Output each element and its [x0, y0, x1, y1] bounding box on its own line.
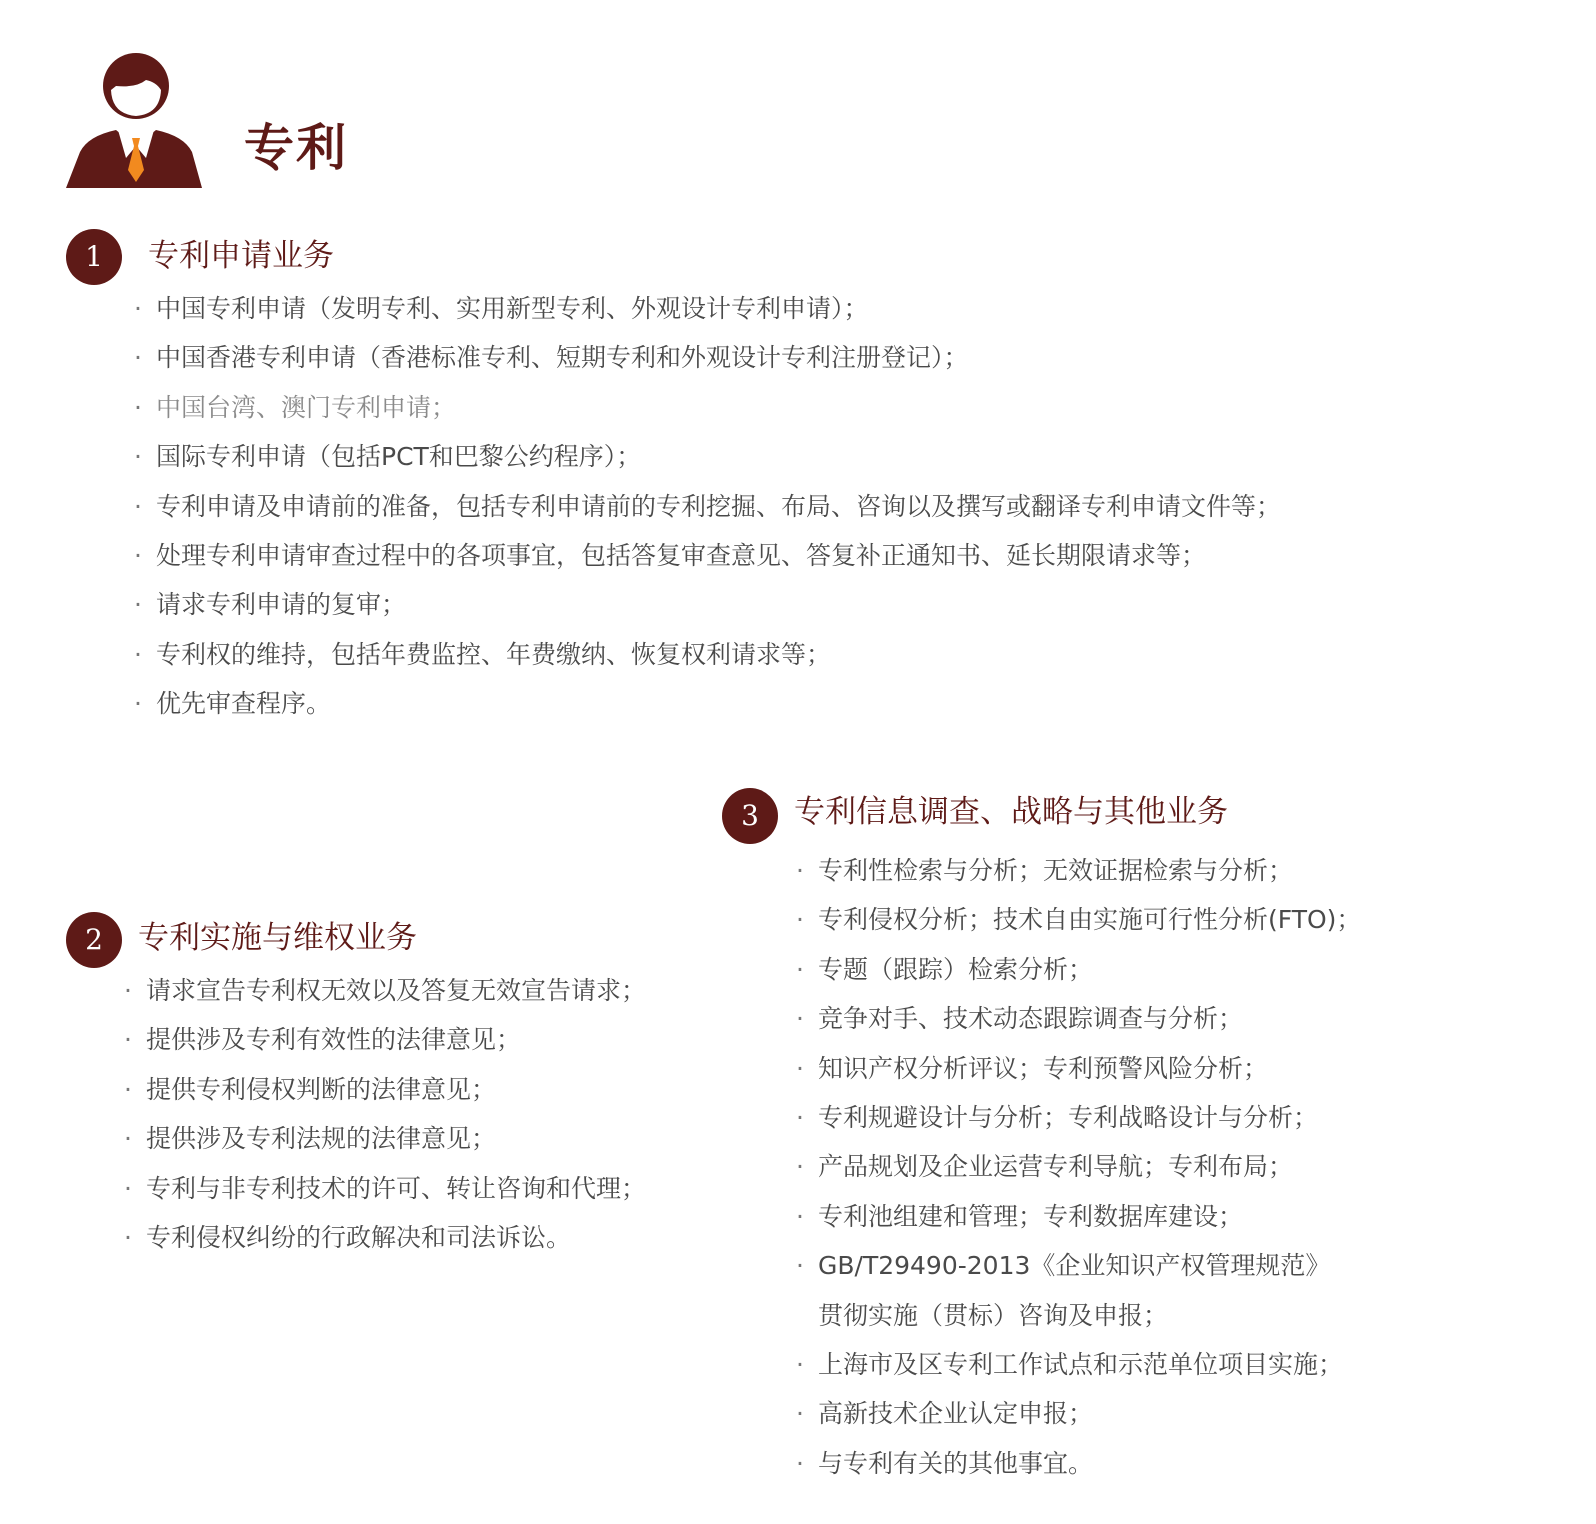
bullet-icon: ·: [134, 590, 142, 620]
list-item: · 提供涉及专利法规的法律意见；: [124, 1114, 646, 1163]
list-item: · 中国台湾、澳门专利申请；: [134, 383, 1281, 432]
list-item: · 提供专利侵权判断的法律意见；: [124, 1065, 646, 1114]
bullet-icon: ·: [796, 905, 804, 935]
list-item: · 产品规划及企业运营专利导航；专利布局；: [796, 1142, 1361, 1191]
bullet-icon: ·: [796, 856, 804, 885]
list-item: · 竞争对手、技术动态跟踪调查与分析；: [796, 994, 1361, 1043]
list-item: · 优先审查程序。: [134, 679, 1281, 728]
section-title: 专利实施与维权业务: [138, 920, 417, 956]
section-number-badge: 3: [722, 788, 778, 844]
bullet-icon: ·: [796, 1004, 804, 1034]
bullet-icon: ·: [796, 1350, 804, 1380]
bullet-icon: ·: [796, 954, 804, 984]
list-item-continuation: 贯彻实施（贯标）咨询及申报；: [818, 1300, 1169, 1330]
section-item-list: [124, 966, 646, 1262]
bullet-icon: ·: [796, 1201, 804, 1231]
list-item: · 知识产权分析评议；专利预警风险分析；: [796, 1044, 1361, 1093]
section-number-badge: 1: [66, 229, 122, 285]
bullet-icon: ·: [124, 1173, 132, 1203]
list-item: · 上海市及区专利工作试点和示范单位项目实施；: [796, 1340, 1361, 1389]
list-item: · GB/T29490-2013《企业知识产权管理规范》 贯彻实施（贯标）咨询及申报；: [796, 1241, 1361, 1340]
bullet-icon: ·: [134, 343, 142, 373]
businessman-avatar-icon: [66, 42, 206, 190]
list-item: · 与专利有关的其他事宜。: [796, 1439, 1361, 1488]
list-item: · 中国香港专利申请（香港标准专利、短期专利和外观设计专利注册登记）；: [134, 333, 1281, 382]
bullet-icon: ·: [124, 1074, 132, 1104]
bullet-icon: ·: [134, 392, 142, 422]
bullet-icon: ·: [796, 1053, 804, 1083]
list-item: · 提供涉及专利有效性的法律意见；: [124, 1015, 646, 1064]
list-item: · 专利申请及申请前的准备，包括专利申请前的专利挖掘、布局、咨询以及撰写或翻译专利申请文件等；: [134, 482, 1281, 531]
bullet-icon: ·: [796, 1448, 804, 1478]
bullet-icon: ·: [124, 976, 132, 1005]
section-item-list: [796, 846, 1361, 1488]
bullet-icon: ·: [124, 1124, 132, 1154]
bullet-icon: ·: [134, 541, 142, 571]
bullet-icon: ·: [124, 1223, 132, 1253]
bullet-icon: ·: [134, 491, 142, 521]
list-item: · 请求宣告专利权无效以及答复无效宣告请求；: [124, 966, 646, 1015]
list-item: · 专题（跟踪）检索分析；: [796, 945, 1361, 994]
list-item: · 专利侵权分析；技术自由实施可行性分析(FTO)；: [796, 895, 1361, 944]
list-item: · 专利规避设计与分析；专利战略设计与分析；: [796, 1093, 1361, 1142]
section-item-list: [134, 284, 1281, 729]
bullet-icon: ·: [796, 1152, 804, 1182]
section-title: 专利信息调查、战略与其他业务: [794, 794, 1228, 830]
bullet-icon: ·: [134, 294, 142, 323]
list-item: · 专利性检索与分析；无效证据检索与分析；: [796, 846, 1361, 895]
bullet-icon: ·: [796, 1251, 804, 1281]
bullet-icon: ·: [134, 442, 142, 472]
list-item: · 专利池组建和管理；专利数据库建设；: [796, 1192, 1361, 1241]
page-title: 专利: [244, 119, 348, 177]
section-number-badge: 2: [66, 912, 122, 968]
bullet-icon: ·: [796, 1103, 804, 1133]
list-item: · 专利侵权纠纷的行政解决和司法诉讼。: [124, 1213, 646, 1262]
list-item: · 高新技术企业认定申报；: [796, 1389, 1361, 1438]
bullet-icon: ·: [134, 689, 142, 719]
list-item: · 专利权的维持，包括年费监控、年费缴纳、恢复权利请求等；: [134, 630, 1281, 679]
bullet-icon: ·: [796, 1399, 804, 1429]
list-item: · 处理专利申请审查过程中的各项事宜，包括答复审查意见、答复补正通知书、延长期限请求等；: [134, 531, 1281, 580]
list-item: · 专利与非专利技术的许可、转让咨询和代理；: [124, 1164, 646, 1213]
list-item: · 国际专利申请（包括PCT和巴黎公约程序）；: [134, 432, 1281, 481]
list-item: · 请求专利申请的复审；: [134, 580, 1281, 629]
list-item: · 中国专利申请（发明专利、实用新型专利、外观设计专利申请）；: [134, 284, 1281, 333]
bullet-icon: ·: [124, 1025, 132, 1055]
bullet-icon: ·: [134, 639, 142, 669]
section-title: 专利申请业务: [148, 238, 334, 274]
